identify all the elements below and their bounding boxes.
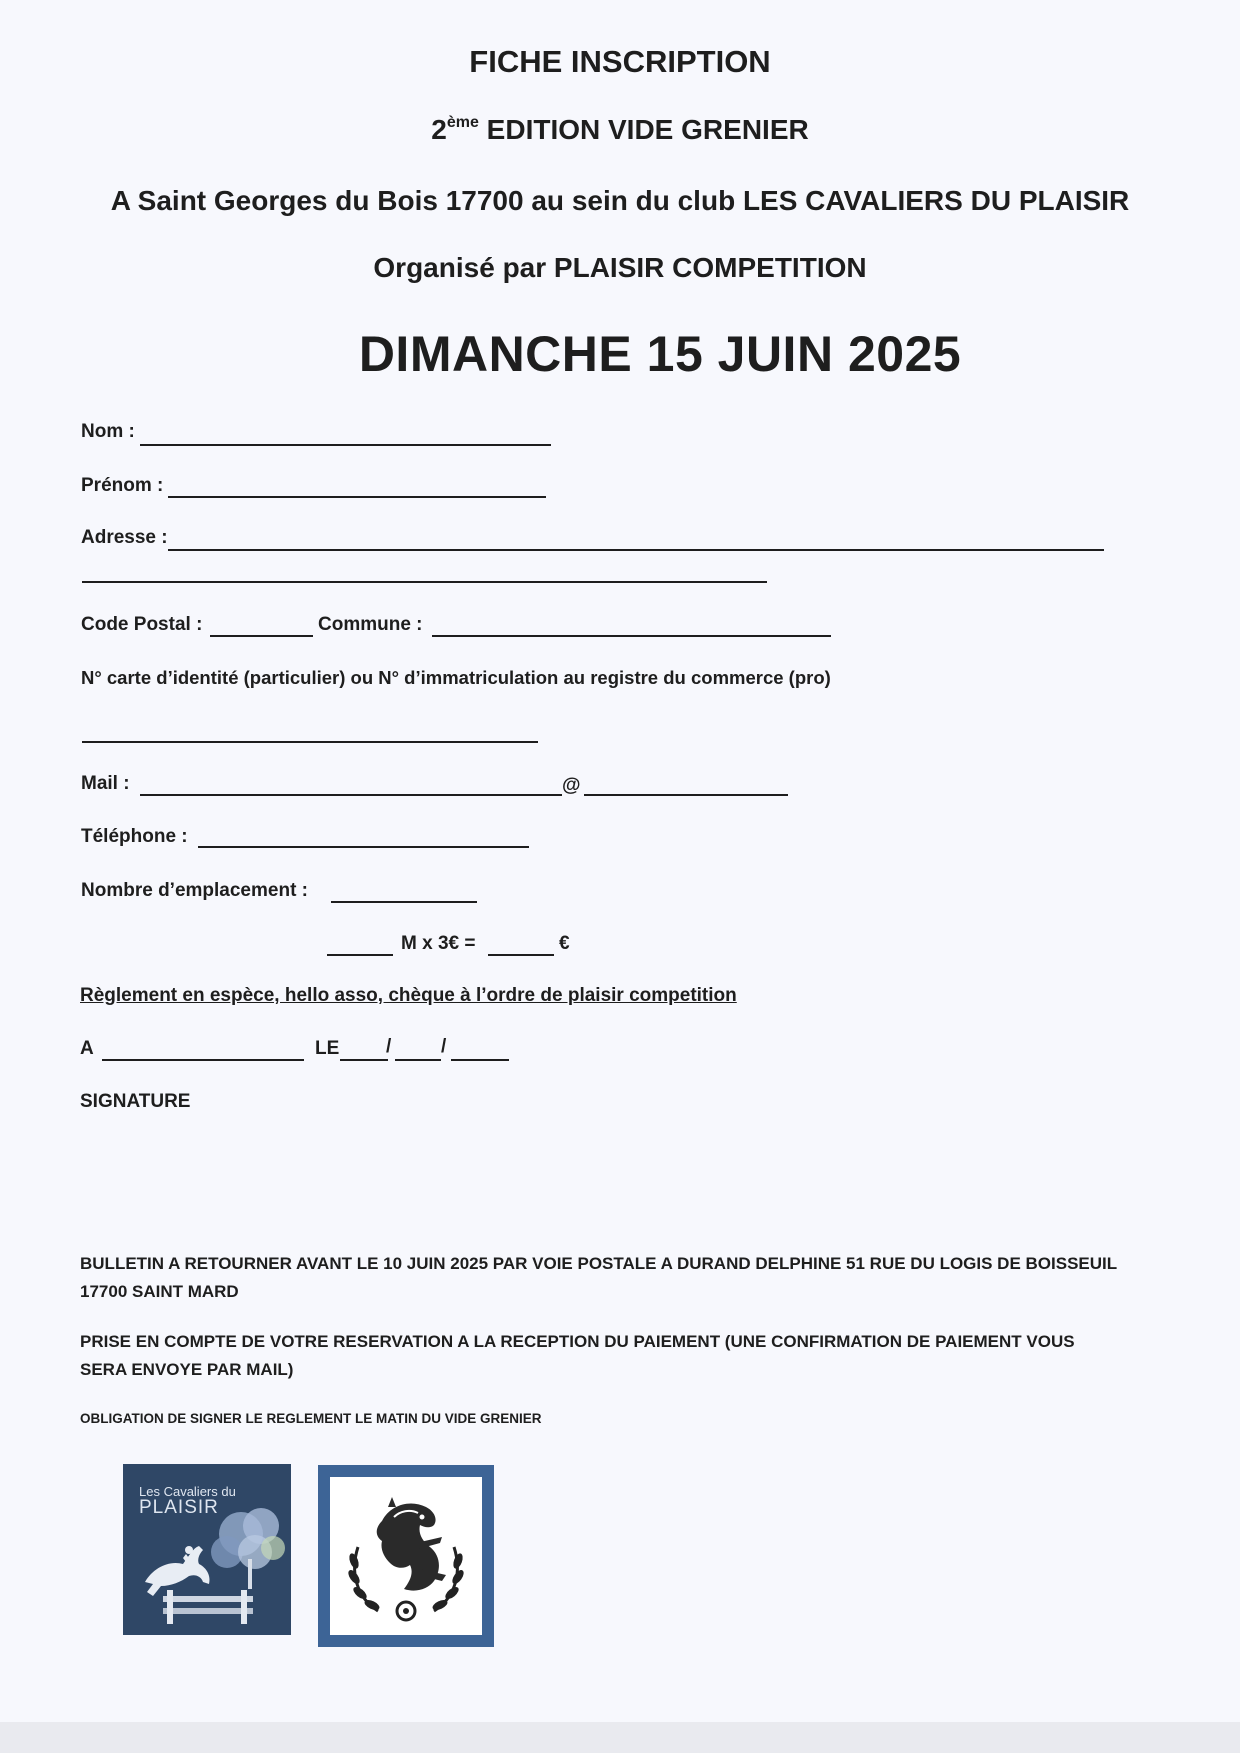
club-logo-line2: PLAISIR [139, 1497, 219, 1518]
club-logo-text [139, 1484, 236, 1516]
prenom-label: Prénom : [81, 475, 164, 496]
organizer-line: Organisé par PLAISIR COMPETITION [373, 252, 867, 283]
prenom-field[interactable] [168, 496, 546, 498]
euro-sign: € [559, 933, 570, 954]
bulletin-note: BULLETIN A RETOURNER AVANT LE 10 JUIN 2025 PAR VOIE POSTALE A DURAND DELPHINE 51 RUE DU LOGIS DE BOISSEUIL 17700 SAINT MARD [80, 1254, 1117, 1301]
lieu-field[interactable] [102, 1059, 304, 1061]
date-day-field[interactable] [340, 1059, 388, 1061]
payment-info: Règlement en espèce, hello asso, chèque à l’ordre de plaisir competition [80, 985, 737, 1006]
mail-user-field[interactable] [140, 794, 562, 796]
telephone-field[interactable] [198, 846, 529, 848]
code-postal-field[interactable] [210, 635, 313, 637]
location-line: A Saint Georges du Bois 17700 au sein du club LES CAVALIERS DU PLAISIR [110, 185, 1130, 216]
obligation-note: OBLIGATION DE SIGNER LE REGLEMENT LE MATIN DU VIDE GRENIER [80, 1411, 542, 1426]
scan-edge [0, 1722, 1240, 1753]
signature-label: SIGNATURE [80, 1091, 191, 1112]
telephone-label: Téléphone : [81, 826, 188, 847]
edition-line [0, 114, 1240, 146]
date-year-field[interactable] [451, 1059, 509, 1061]
commune-label: Commune : [318, 614, 423, 635]
edition-number: 2 [431, 114, 447, 145]
club-logo-line1: Les Cavaliers du [139, 1484, 236, 1499]
edition-superscript: ème [446, 114, 479, 131]
event-date: DIMANCHE 15 JUIN 2025 [358, 326, 962, 382]
commune-field[interactable] [432, 635, 831, 637]
total-field[interactable] [488, 954, 554, 956]
meters-field[interactable] [327, 954, 393, 956]
form-title: FICHE INSCRIPTION [469, 44, 771, 79]
nom-label: Nom : [81, 421, 135, 442]
price-formula: M x 3€ = [401, 933, 476, 954]
mail-label: Mail : [81, 773, 130, 794]
id-field[interactable] [82, 741, 538, 743]
code-postal-label: Code Postal : [81, 614, 203, 635]
mail-domain-field[interactable] [584, 794, 788, 796]
date-label: LE [315, 1038, 340, 1059]
competition-logo [318, 1465, 494, 1647]
reservation-note: PRISE EN COMPTE DE VOTRE RESERVATION A LA RECEPTION DU PAIEMENT (UNE CONFIRMATION DE PAIEMENT VOUS SERA ENVOYE PAR MAIL) [80, 1332, 1075, 1379]
adresse-field-line2[interactable] [82, 581, 767, 583]
horse-emblem-icon [330, 1477, 482, 1635]
adresse-field[interactable] [168, 549, 1104, 551]
emplacement-field[interactable] [331, 901, 477, 903]
mail-at-sign: @ [562, 775, 581, 796]
id-label: N° carte d’identité (particulier) ou N° d’immatriculation au registre du commerce (pro) [81, 667, 831, 688]
date-month-field[interactable] [395, 1059, 441, 1061]
date-separator-1: / [386, 1036, 392, 1057]
adresse-label: Adresse : [81, 527, 168, 548]
date-separator-2: / [441, 1036, 447, 1057]
lieu-label: A [80, 1038, 94, 1059]
club-logo [123, 1464, 291, 1635]
edition-text: EDITION VIDE GRENIER [486, 114, 809, 145]
emplacement-label: Nombre d’emplacement : [81, 880, 308, 901]
nom-field[interactable] [140, 444, 551, 446]
